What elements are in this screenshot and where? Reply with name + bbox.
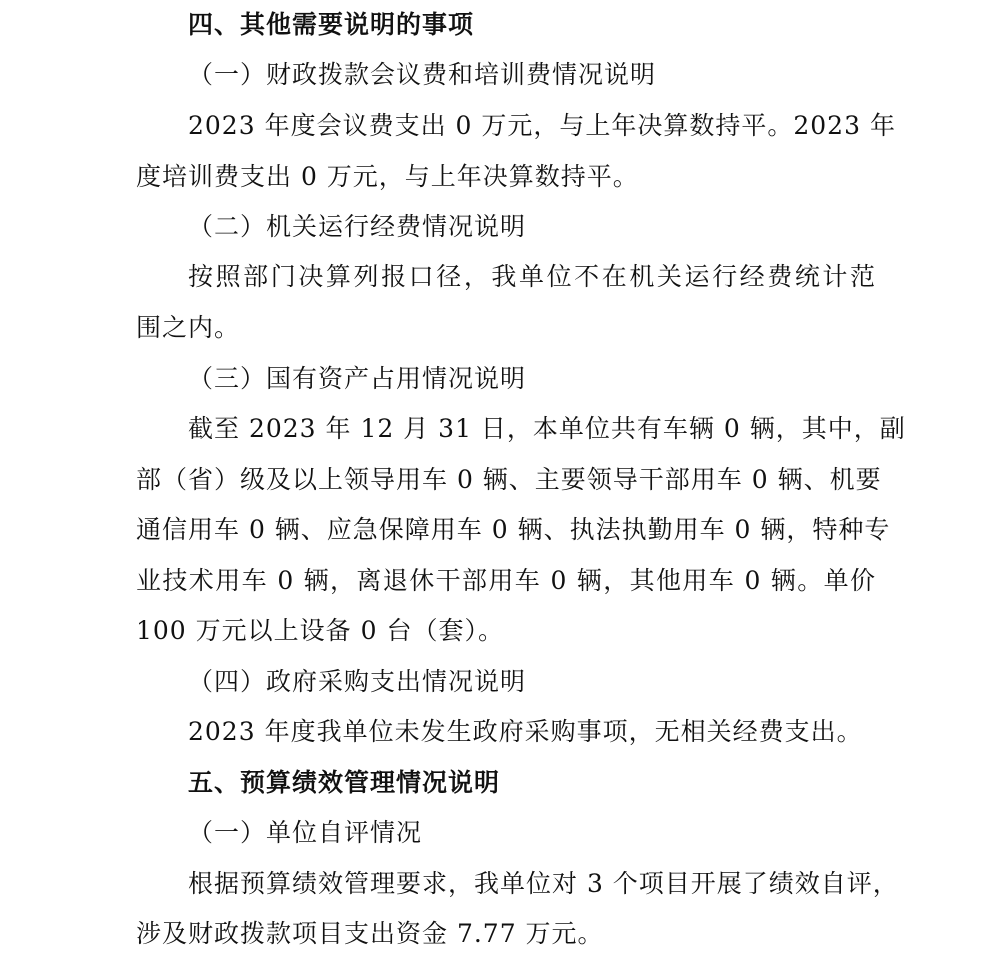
paragraph-line: 度培训费支出 0 万元，与上年决算数持平。	[136, 162, 639, 191]
subheading-self-evaluation: （一）单位自评情况	[188, 818, 423, 847]
paragraph-line: 100 万元以上设备 0 台（套）。	[136, 616, 504, 645]
paragraph-line: 截至 2023 年 12 月 31 日，本单位共有车辆 0 辆，其中，副	[188, 414, 906, 443]
subheading-operating-expenses: （二）机关运行经费情况说明	[188, 212, 527, 241]
paragraph-line: 部（省）级及以上领导用车 0 辆、主要领导干部用车 0 辆、机要	[136, 465, 882, 494]
paragraph-line: 业技术用车 0 辆，离退休干部用车 0 辆，其他用车 0 辆。单价	[136, 566, 876, 595]
paragraph-line: 围之内。	[136, 313, 241, 342]
paragraph-line: 2023 年度我单位未发生政府采购事项，无相关经费支出。	[188, 717, 863, 746]
paragraph-line: 按照部门决算列报口径，我单位不在机关运行经费统计范	[188, 262, 876, 291]
paragraph-line: 根据预算绩效管理要求，我单位对 3 个项目开展了绩效自评，	[188, 869, 899, 898]
paragraph-line: 通信用车 0 辆、应急保障用车 0 辆、执法执勤用车 0 辆，特种专	[136, 515, 891, 544]
section-heading-4: 四、其他需要说明的事项	[188, 10, 475, 39]
subheading-government-procurement: （四）政府采购支出情况说明	[188, 667, 527, 696]
paragraph-line: 涉及财政拨款项目支出资金 7.77 万元。	[136, 919, 604, 948]
paragraph-line: 2023 年度会议费支出 0 万元，与上年决算数持平。2023 年	[188, 111, 896, 140]
subheading-state-assets: （三）国有资产占用情况说明	[188, 364, 527, 393]
section-heading-5: 五、预算绩效管理情况说明	[188, 768, 501, 797]
subheading-meeting-training-fees: （一）财政拨款会议费和培训费情况说明	[188, 60, 657, 89]
